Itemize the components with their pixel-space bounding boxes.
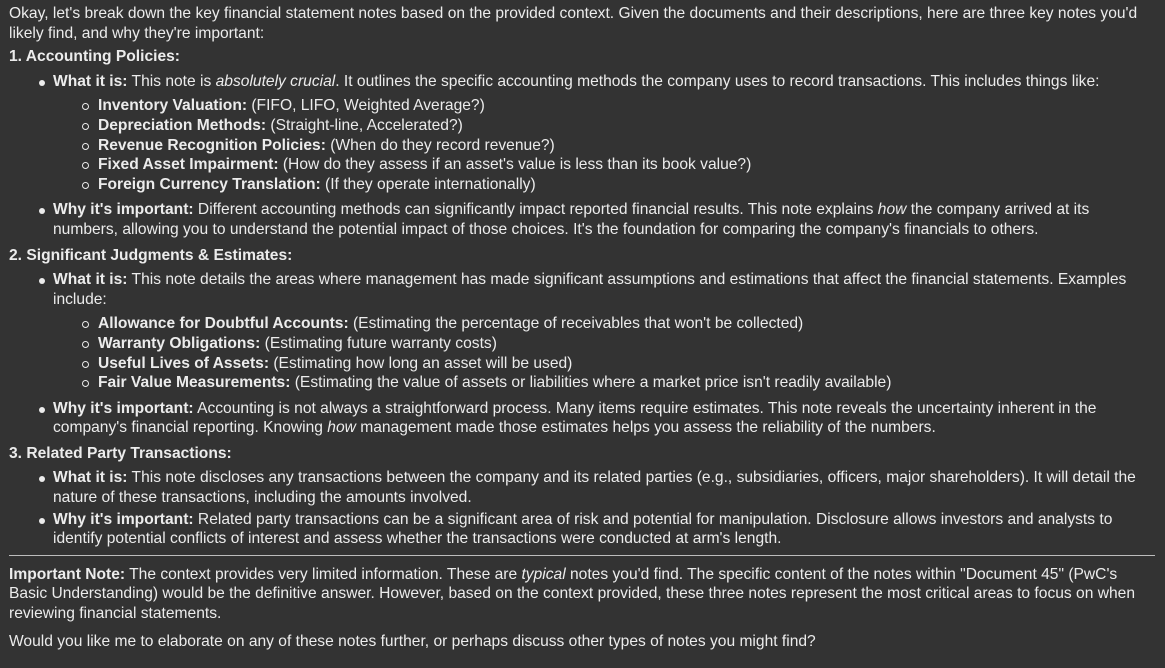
- sub-item-label: Revenue Recognition Policies:: [98, 136, 326, 154]
- sub-item-label: Warranty Obligations:: [98, 334, 261, 352]
- why-emphasis: how: [877, 201, 907, 219]
- section-title: 1. Accounting Policies:: [9, 48, 180, 66]
- important-note: [9, 565, 1155, 624]
- why-text-continued: the company arrived at its numbers, allowing you to understand the potential impact of those choices. It's the foundation for comparing the company's financials to others.: [53, 201, 1090, 238]
- why-emphasis: how: [327, 419, 356, 437]
- what-text-continued: . It outlines the specific accounting methods the company uses to record transactions. This includes things like:: [335, 72, 1100, 90]
- sub-item-text: (Estimating the percentage of receivables that won't be collected): [348, 315, 804, 333]
- section-judgments-estimates: [9, 246, 1155, 438]
- closing-question: Would you like me to elaborate on any of these notes further, or perhaps discuss other types of notes you might find?: [9, 632, 816, 650]
- why-text: Different accounting methods can significantly impact reported financial results. This note explains: [193, 201, 878, 219]
- sub-list-item: [53, 116, 1155, 136]
- divider: [9, 555, 1155, 556]
- sub-list-item: [53, 155, 1155, 175]
- sub-item-label: Inventory Valuation:: [98, 97, 248, 115]
- why-text-continued: management made those estimates helps you assess the reliability of the numbers.: [355, 419, 936, 437]
- what-text: This note discloses any transactions between the company and its related parties (e.g., subsidiaries, officers, major shareholders). It will detail the nature of these transactions, including the amounts involved.: [53, 469, 1136, 507]
- sub-list-item: [53, 136, 1155, 156]
- sub-item-label: Fixed Asset Impairment:: [98, 156, 279, 174]
- section-title: 3. Related Party Transactions:: [9, 444, 232, 462]
- what-label: What it is:: [53, 72, 128, 90]
- why-important-item: [9, 510, 1155, 549]
- why-important-item: [9, 200, 1155, 239]
- what-label: What it is:: [53, 469, 128, 487]
- sub-item-text: (If they operate internationally): [320, 175, 536, 193]
- sub-item-text: (Estimating future warranty costs): [260, 334, 497, 352]
- sub-item-text: (How do they assess if an asset's value is less than its book value?): [278, 156, 752, 174]
- sub-item-text: (Estimating the value of assets or liabilities where a market price isn't readily available): [290, 374, 892, 392]
- what-it-is-item: [9, 468, 1155, 507]
- sub-list-item: [53, 175, 1155, 195]
- sub-item-label: Foreign Currency Translation:: [98, 175, 321, 193]
- intro-paragraph: Okay, let's break down the key financial statement notes based on the provided context. Given the documents and their descriptions, here are three key notes you'd likely find, and why they're important:: [9, 5, 1138, 42]
- what-text: This note details the areas where management has made significant assumptions and estimations that affect the financial statements. Examples include:: [53, 271, 1127, 308]
- sub-item-label: Allowance for Doubtful Accounts:: [98, 315, 349, 333]
- sub-item-text: (Estimating how long an asset will be used): [269, 354, 573, 372]
- what-it-is-item: [9, 270, 1155, 393]
- note-label: Important Note:: [9, 565, 126, 583]
- sub-item-text: (When do they record revenue?): [325, 136, 555, 154]
- sub-item-text: (Straight-line, Accelerated?): [266, 116, 463, 134]
- why-label: Why it's important:: [53, 510, 194, 528]
- section-related-party: [9, 444, 1155, 549]
- note-text: The context provides very limited information. These are: [125, 565, 522, 583]
- sub-list-item: [53, 314, 1155, 334]
- note-text-continued: notes you'd find. The specific content of the notes within "Document 45" (PwC's Basic Understanding) would be the definitive answer. However, based on the context provided, these three notes represent the most critical areas to focus on when reviewing financial statements.: [9, 565, 1135, 623]
- sub-item-label: Fair Value Measurements:: [98, 374, 291, 392]
- why-text: Related party transactions can be a significant area of risk and potential for manipulation. Disclosure allows investors and analysts to identify potential conflicts of interest and assess whether the transactions were conducted at arm's length.: [53, 510, 1113, 548]
- why-label: Why it's important:: [53, 399, 194, 417]
- why-important-item: [9, 399, 1155, 438]
- section-title: 2. Significant Judgments & Estimates:: [9, 246, 293, 264]
- note-emphasis: typical: [521, 565, 566, 583]
- section-accounting-policies: [9, 47, 1155, 239]
- sub-item-label: Depreciation Methods:: [98, 116, 267, 134]
- sub-item-label: Useful Lives of Assets:: [98, 354, 270, 372]
- what-label: What it is:: [53, 271, 128, 289]
- what-text: This note is: [127, 72, 216, 90]
- what-emphasis: absolutely crucial: [215, 72, 336, 90]
- why-text: Accounting is not always a straightforward process. Many items require estimates. This note reveals the uncertainty inherent in the company's financial reporting. Knowing: [53, 399, 1097, 437]
- sub-item-text: (FIFO, LIFO, Weighted Average?): [247, 97, 485, 115]
- what-it-is-item: [9, 72, 1155, 195]
- sub-list-item: [53, 373, 1155, 393]
- sub-list-item: [53, 354, 1155, 374]
- sub-list-item: [53, 96, 1155, 116]
- why-label: Why it's important:: [53, 201, 194, 219]
- sub-list-item: [53, 334, 1155, 354]
